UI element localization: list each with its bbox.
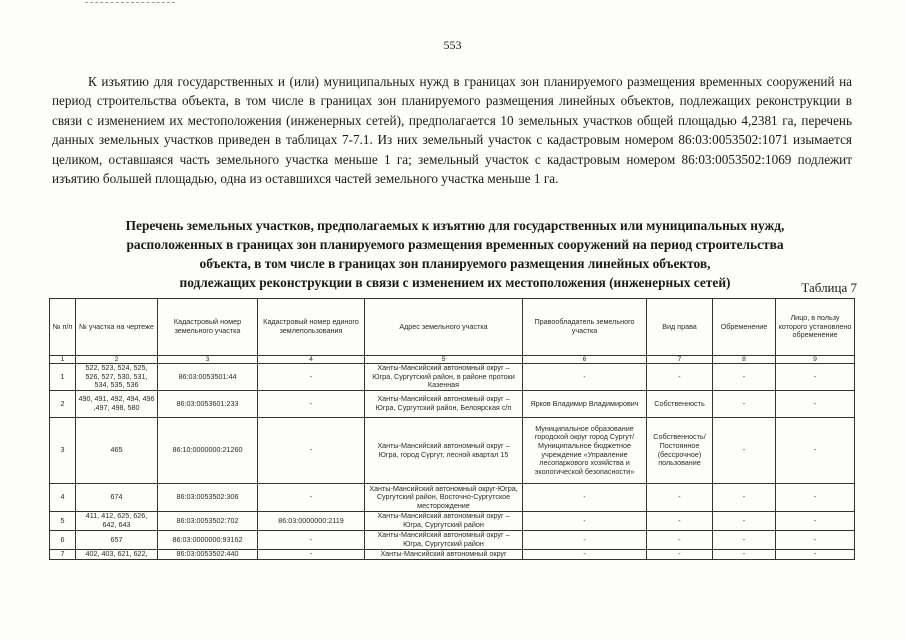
cell-cadastral: 86:03:0053502:702: [158, 512, 258, 531]
page-number: 553: [443, 38, 462, 52]
cell-beneficiary: -: [776, 391, 855, 418]
header-cell: № п/п: [50, 299, 76, 356]
table-row: [50, 364, 855, 391]
cell-plots: 465: [76, 418, 158, 484]
cell-owner: Ярков Владимир Владимирович: [523, 391, 647, 418]
cell-beneficiary: -: [776, 484, 855, 512]
cell-plots: 411, 412, 625, 626, 642, 643: [76, 512, 158, 531]
cell-right: -: [647, 550, 713, 560]
cell-number: 5: [50, 512, 76, 531]
cell-number: 7: [50, 550, 76, 560]
cell-cadastral: 86:03:0000000:93162: [158, 531, 258, 550]
cell-owner: -: [523, 484, 647, 512]
cell-unified-cadastral: -: [258, 418, 365, 484]
column-number: 5: [365, 356, 523, 364]
cell-cadastral: 86:03:0053502:440: [158, 550, 258, 560]
cell-unified-cadastral: -: [258, 550, 365, 560]
cell-beneficiary: -: [776, 550, 855, 560]
cell-owner: -: [523, 531, 647, 550]
intro-paragraph: [52, 72, 852, 188]
table-row: [50, 550, 855, 560]
cell-owner: -: [523, 512, 647, 531]
column-number: 7: [647, 356, 713, 364]
cell-address: Ханты-Мансийский автономный округ – Югра, Сургутский район: [365, 512, 523, 531]
column-number: 3: [158, 356, 258, 364]
column-number: 2: [76, 356, 158, 364]
cell-number: 1: [50, 364, 76, 391]
header-cell: № участка на чертеже: [76, 299, 158, 356]
cell-cadastral: 86:10:0000000:21260: [158, 418, 258, 484]
cell-address: Ханты-Мансийский автономный округ-Югра, Сургутский район, Восточно-Сургутское месторождение: [365, 484, 523, 512]
cell-beneficiary: -: [776, 418, 855, 484]
cell-plots: 402, 403, 621, 622,: [76, 550, 158, 560]
heading-line-3: объекта, в том числе в границах зон планируемого размещения линейных объектов,: [199, 256, 711, 271]
cell-cadastral: 86:03:0053501:44: [158, 364, 258, 391]
header-cell: Адрес земельного участка: [365, 299, 523, 356]
cell-owner: -: [523, 364, 647, 391]
cell-address: Ханты-Мансийский автономный округ: [365, 550, 523, 560]
cell-number: 4: [50, 484, 76, 512]
heading-line-2: расположенных в границах зон планируемого размещения временных сооружений на период строительства: [126, 237, 784, 252]
cell-right: Собственность/ Постоянное (бессрочное) пользование: [647, 418, 713, 484]
cell-encumbrance: -: [713, 418, 776, 484]
cell-address: Ханты-Мансийский автономный округ – Югра, Сургутский район, Белоярская с/п: [365, 391, 523, 418]
cell-encumbrance: -: [713, 531, 776, 550]
cell-plots: 674: [76, 484, 158, 512]
cell-encumbrance: -: [713, 391, 776, 418]
cell-encumbrance: -: [713, 364, 776, 391]
cell-plots: 657: [76, 531, 158, 550]
cell-owner: -: [523, 550, 647, 560]
cell-address: Ханты-Мансийский автономный округ – Югра, Сургутский район: [365, 531, 523, 550]
header-cell: Лицо, в пользу которого установлено обременение: [776, 299, 855, 356]
cell-plots: 522, 523, 524, 525, 526, 527, 530, 531, 534, 535, 536: [76, 364, 158, 391]
header-cell: Кадастровый номер земельного участка: [158, 299, 258, 356]
header-cell: Вид права: [647, 299, 713, 356]
column-number: 9: [776, 356, 855, 364]
table-row: [50, 531, 855, 550]
cell-right: -: [647, 364, 713, 391]
cell-owner: Муниципальное образование городской округ город Сургут/ Муниципальное бюджетное учреждение «Управление лесопаркового хозяйства и экологической безопасности»: [523, 418, 647, 484]
column-number: 8: [713, 356, 776, 364]
column-number: 6: [523, 356, 647, 364]
cell-number: 6: [50, 531, 76, 550]
table-row: [50, 391, 855, 418]
cell-unified-cadastral: -: [258, 364, 365, 391]
land-plots-table: [49, 298, 855, 560]
cell-beneficiary: -: [776, 364, 855, 391]
intro-text: К изъятию для государственных и (или) муниципальных нужд в границах зон планируемого размещения временных сооружений на период строительства объекта, в том числе в границах зон планируемого размещения линейных объектов, подлежащих реконструкции в связи с изменением их местоположения (инженерных сетей), предполагается 10 земельных участков общей площадью 4,2381 га, перечень данных земельных участков приведен в таблицах 7-7.1. Из них земельный участок с кадастровым номером 86:03:0053502:1071 изымается целиком, оставшаяся часть земельного участка меньше 1 га; земельный участок с кадастровым номером 86:03:0053502:1069 подлежит изъятию большей площадью, одна из оставшихся частей земельного участка меньше 1 га.: [52, 74, 852, 187]
header-cell: Правообладатель земельного участка: [523, 299, 647, 356]
header-cell: Кадастровый номер единого землепользования: [258, 299, 365, 356]
column-number: 4: [258, 356, 365, 364]
table-label: Таблица 7: [801, 280, 857, 295]
table-row: [50, 484, 855, 512]
scan-artifact: [85, 2, 175, 6]
cell-encumbrance: -: [713, 550, 776, 560]
cell-unified-cadastral: 86:03:0000000:2119: [258, 512, 365, 531]
cell-right: Собственность: [647, 391, 713, 418]
cell-address: Ханты-Мансийский автономный округ – Югра, Сургутский район, в районе протоки Казенная: [365, 364, 523, 391]
cell-encumbrance: -: [713, 512, 776, 531]
cell-right: -: [647, 531, 713, 550]
header-cell: Обременение: [713, 299, 776, 356]
cell-cadastral: 86:03:0053601:233: [158, 391, 258, 418]
heading-line-4: подлежащих реконструкции в связи с изменением их местоположения (инженерных сетей): [179, 275, 731, 290]
heading-line-1: Перечень земельных участков, предполагаемых к изъятию для государственных или муниципальных нужд,: [125, 218, 785, 233]
cell-unified-cadastral: -: [258, 391, 365, 418]
cell-number: 3: [50, 418, 76, 484]
cell-unified-cadastral: -: [258, 484, 365, 512]
column-number-row: [50, 356, 855, 364]
cell-beneficiary: -: [776, 531, 855, 550]
cell-beneficiary: -: [776, 512, 855, 531]
column-number: 1: [50, 356, 76, 364]
table-row: [50, 512, 855, 531]
table-row: [50, 418, 855, 484]
cell-plots: 490, 491, 492, 494, 496 ,497, 498, 580: [76, 391, 158, 418]
table-header-row: [50, 299, 855, 356]
cell-right: -: [647, 484, 713, 512]
cell-unified-cadastral: -: [258, 531, 365, 550]
cell-number: 2: [50, 391, 76, 418]
cell-encumbrance: -: [713, 484, 776, 512]
cell-address: Ханты-Мансийский автономный округ – Югра, город Сургут, лесной квартал 15: [365, 418, 523, 484]
cell-cadastral: 86:03:0053502:306: [158, 484, 258, 512]
table-heading: [60, 216, 850, 292]
cell-right: -: [647, 512, 713, 531]
